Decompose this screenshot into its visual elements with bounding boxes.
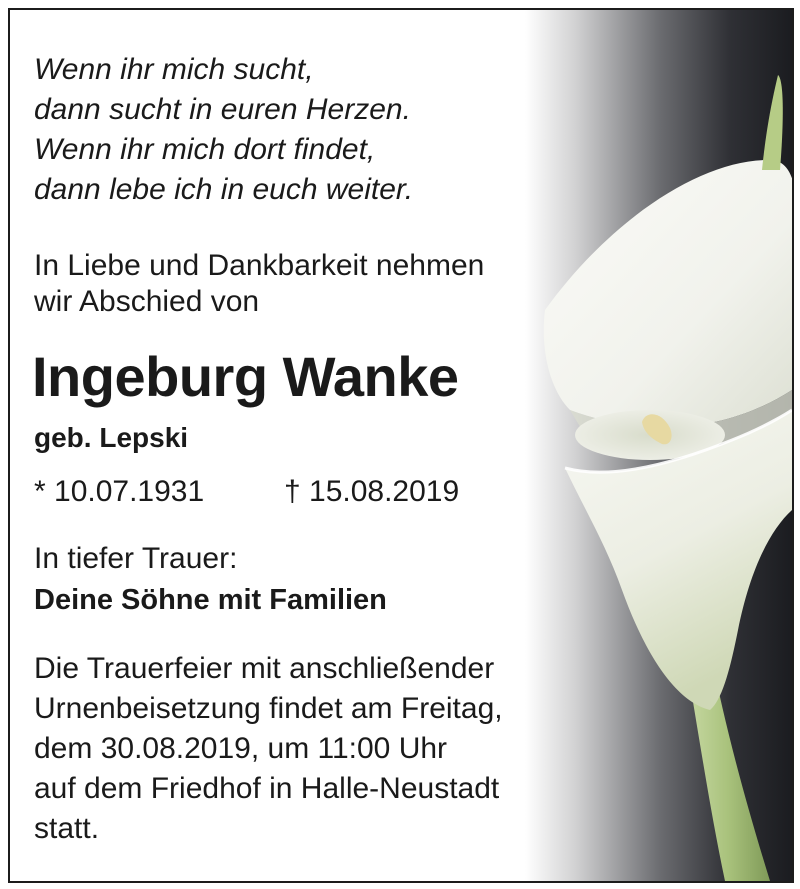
- intro-line: wir Abschied von: [34, 285, 260, 318]
- poem-line: Wenn ihr mich dort findet,: [34, 133, 376, 166]
- obituary-card: [8, 8, 794, 883]
- birth-date: * 10.07.1931: [34, 475, 205, 508]
- poem-line: dann lebe ich in euch weiter.: [34, 173, 414, 206]
- service-line: auf dem Friedhof in Halle-Neustadt: [34, 772, 500, 805]
- mourning-label: In tiefer Trauer:: [34, 542, 238, 575]
- life-dates: [34, 472, 460, 512]
- poem-line: dann sucht in euren Herzen.: [34, 93, 411, 126]
- lily-upper-petal: [544, 160, 792, 427]
- service-line: Die Trauerfeier mit anschließender: [34, 652, 495, 685]
- service-line: statt.: [34, 812, 100, 845]
- lily-tip: [762, 75, 783, 170]
- intro-line: In Liebe und Dankbarkeit nehmen: [34, 249, 485, 282]
- death-date: † 15.08.2019: [284, 475, 460, 508]
- service-line: dem 30.08.2019, um 11:00 Uhr: [34, 732, 448, 765]
- poem: [34, 50, 413, 210]
- mourners: Deine Söhne mit Familien: [34, 584, 387, 616]
- birth-name: geb. Lepski: [34, 422, 189, 453]
- poem-line: Wenn ihr mich sucht,: [34, 53, 314, 86]
- deceased-name: Ingeburg Wanke: [32, 345, 459, 408]
- service-details: [34, 649, 503, 849]
- farewell-intro: [34, 248, 484, 320]
- service-line: Urnenbeisetzung findet am Freitag,: [34, 692, 503, 725]
